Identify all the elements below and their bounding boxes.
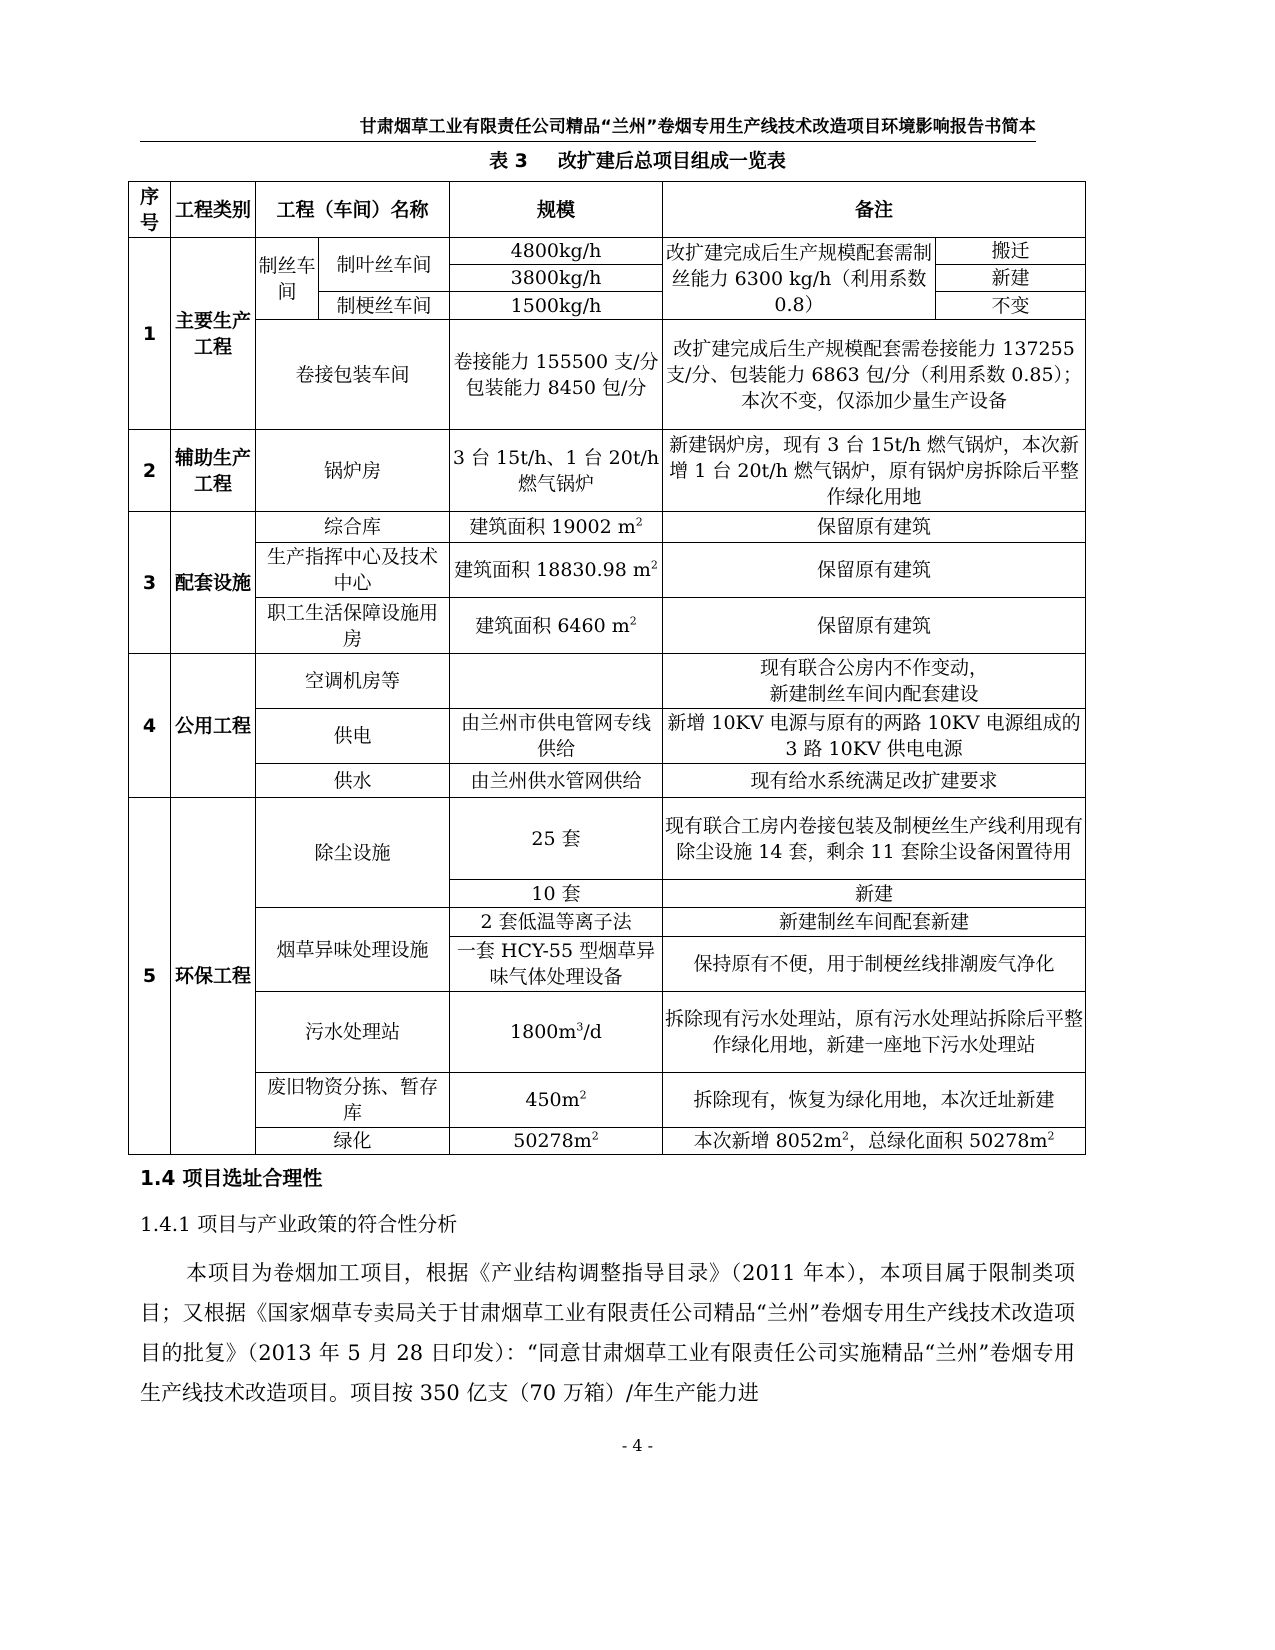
odor-treatment-name: 烟草异味处理设施 [256,908,450,992]
yesi-scale-a: 4800kg/h [450,238,663,265]
header-seq: 序号 [129,182,171,238]
table-row [129,764,1086,798]
waste-storage-remark: 拆除现有，恢复为绿化用地，本次迁址新建 [663,1073,1086,1128]
ac-room-name: 空调机房等 [256,654,450,709]
gengsi-scale: 1500kg/h [450,292,663,320]
dust-removal-remark-a: 现有联合工房内卷接包装及制梗丝生产线利用现有除尘设施 14 套，剩余 11 套除尘设备闲置待用 [663,798,1086,880]
gengsi-workshop: 制梗丝车间 [319,292,450,320]
boiler-remark: 新建锅炉房，现有 3 台 15t/h 燃气锅炉，本次新增 1 台 20t/h 燃气锅炉，原有锅炉房拆除后平整作绿化用地 [663,430,1086,512]
page-number: - 4 - [621,1436,654,1455]
group-4-category: 公用工程 [171,654,256,798]
group-4-seq: 4 [129,654,171,798]
group-3-seq: 3 [129,512,171,654]
greening-name: 绿化 [256,1128,450,1155]
juanjie-workshop: 卷接包装车间 [256,320,450,430]
yesi-workshop: 制叶丝车间 [319,238,450,292]
ac-room-scale [450,654,663,709]
water-supply-name: 供水 [256,764,450,798]
greening-remark: 本次新增 $8052m^2$，总绿化面积 $50278m^2$ [663,1128,1086,1155]
group-2-category: 辅助生产工程 [171,430,256,512]
header-remark: 备注 [663,182,1086,238]
header-category: 工程类别 [171,182,256,238]
dust-removal-remark-b: 新建 [663,880,1086,908]
staff-facility-remark: 保留原有建筑 [663,598,1086,654]
power-supply-name: 供电 [256,709,450,764]
warehouse-scale: 建筑面积 19002 $m^2$ [450,512,663,543]
dust-removal-name: 除尘设施 [256,798,450,908]
boiler-scale: 3 台 15t/h、1 台 20t/h 燃气锅炉 [450,430,663,512]
table-row [129,543,1086,598]
running-header: 甘肃烟草工业有限责任公司精品“兰州”卷烟专用生产线技术改造项目环境影响报告书简本 [140,112,1036,142]
warehouse-name: 综合库 [256,512,450,543]
gengsi-note: 不变 [936,292,1086,320]
table-row [129,430,1086,512]
table-row [129,1128,1086,1155]
table-row [129,908,1086,937]
table-row [129,512,1086,543]
sewage-station-scale: $1800m^3/d$ [450,992,663,1073]
section-title: 1.4 项目选址合理性 [140,1166,323,1190]
group-1-seq: 1 [129,238,171,430]
ac-room-remark: 现有联合公房内不作变动， 新建制丝车间内配套建设 [663,654,1086,709]
group-5-seq: 5 [129,798,171,1155]
zhisi-remark: 改扩建完成后生产规模配套需制丝能力 6300 kg/h（利用系数 0.8） [663,238,936,320]
waste-storage-name: 废旧物资分拣、暂存库 [256,1073,450,1128]
command-center-remark: 保留原有建筑 [663,543,1086,598]
warehouse-remark: 保留原有建筑 [663,512,1086,543]
power-supply-scale: 由兰州市供电管网专线供给 [450,709,663,764]
zhisi-workshop: 制丝车间 [256,238,319,320]
table-row [129,598,1086,654]
group-1-category: 主要生产工程 [171,238,256,430]
table-caption [0,146,1275,173]
dust-removal-scale-b: 10 套 [450,880,663,908]
body-paragraph: 本项目为卷烟加工项目，根据《产业结构调整指导目录》（2011 年本），本项目属于限制类项目；又根据《国家烟草专卖局关于甘肃烟草工业有限责任公司精品“兰州”卷烟专用生产线技术改造项目的批复》（2013 年 5 月 28 日印发）：“同意甘肃烟草工业有限责任公司实施精品“兰州”卷烟专用生产线技术改造项目。项目按 350 亿支（70 万箱）/年生产能力进 [140,1261,1075,1405]
odor-treatment-scale-a: 2 套低温等离子法 [450,908,663,937]
yesi-scale-b: 3800kg/h [450,265,663,292]
table-row [129,1073,1086,1128]
odor-treatment-scale-b: 一套 HCY-55 型烟草异味气体处理设备 [450,937,663,992]
boiler-room: 锅炉房 [256,430,450,512]
water-supply-remark: 现有给水系统满足改扩建要求 [663,764,1086,798]
yesi-note-b: 新建 [936,265,1086,292]
table-row [129,320,1086,430]
table-caption-title: 改扩建后总项目组成一览表 [557,150,786,172]
power-supply-remark: 新增 10KV 电源与原有的两路 10KV 电源组成的 3 路 10KV 供电电源 [663,709,1086,764]
juanjie-scale: 卷接能力 155500 支/分 包装能力 8450 包/分 [450,320,663,430]
water-supply-scale: 由兰州供水管网供给 [450,764,663,798]
juanjie-remark: 改扩建完成后生产规模配套需卷接能力 137255 支/分、包装能力 6863 包/分（利用系数 0.85）； 本次不变，仅添加少量生产设备 [663,320,1086,430]
greening-scale: $50278m^2$ [450,1128,663,1155]
table-header-row [129,182,1086,238]
staff-facility-name: 职工生活保障设施用房 [256,598,450,654]
header-name: 工程（车间）名称 [256,182,450,238]
command-center-scale: 建筑面积 18830.98 $m^2$ [450,543,663,598]
table-row [129,709,1086,764]
command-center-name: 生产指挥中心及技术中心 [256,543,450,598]
subsection-title: 1.4.1 项目与产业政策的符合性分析 [140,1212,458,1236]
group-5-category: 环保工程 [171,798,256,1155]
sewage-station-remark: 拆除现有污水处理站，原有污水处理站拆除后平整作绿化用地，新建一座地下污水处理站 [663,992,1086,1073]
header-scale: 规模 [450,182,663,238]
group-2-seq: 2 [129,430,171,512]
dust-removal-scale-a: 25 套 [450,798,663,880]
table-caption-number: 表 3 [489,150,528,172]
table-row [129,798,1086,880]
group-3-category: 配套设施 [171,512,256,654]
sewage-station-name: 污水处理站 [256,992,450,1073]
odor-treatment-remark-a: 新建制丝车间配套新建 [663,908,1086,937]
table-row [129,654,1086,709]
yesi-note-a: 搬迁 [936,238,1086,265]
staff-facility-scale: 建筑面积 6460 $m^2$ [450,598,663,654]
project-composition-table [128,181,1086,1155]
table-row [129,238,1086,265]
waste-storage-scale: $450m^2$ [450,1073,663,1128]
odor-treatment-remark-b: 保持原有不便，用于制梗丝线排潮废气净化 [663,937,1086,992]
table-row [129,992,1086,1073]
